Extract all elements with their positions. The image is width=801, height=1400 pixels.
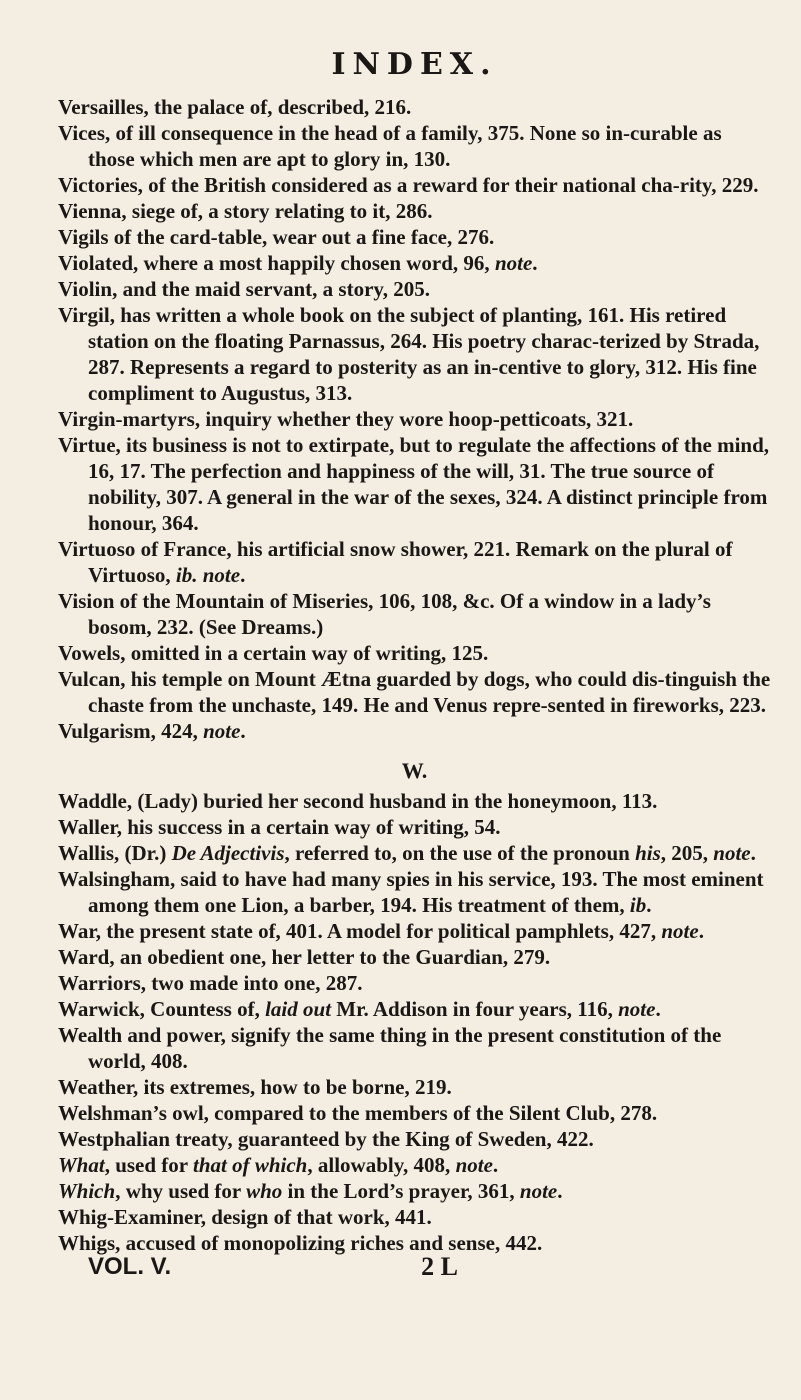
entry-text: Wealth and power, signify the same thing in the present constitution of the world, 408. [58, 1023, 722, 1073]
entry-text: Vigils of the card-table, wear out a fine face, 276. [58, 225, 495, 249]
entry-text: Vowels, omitted in a certain way of writing, 125. [58, 641, 489, 665]
entry-text: . [557, 1179, 563, 1203]
entry-text: . [646, 893, 652, 917]
entry-text: . [655, 997, 661, 1021]
italic-text: note [203, 719, 241, 743]
index-entry [58, 302, 771, 406]
index-entry [58, 718, 771, 744]
section-letter-w: W. [401, 758, 428, 783]
italic-text: note [494, 251, 533, 275]
entry-text: Waddle, (Lady) buried her second husband in the honeymoon, 113. [58, 789, 658, 813]
index-entry [58, 666, 771, 718]
italic-text: note [519, 1179, 558, 1203]
index-entry [58, 640, 771, 666]
index-entry [58, 788, 771, 814]
italic-text: note [713, 841, 751, 865]
index-entry [58, 1074, 771, 1100]
entry-text: , allowably, 408, [307, 1153, 456, 1177]
index-entry [58, 866, 771, 918]
entry-text: Vienna, siege of, a story relating to it, 286. [58, 199, 433, 223]
index-entry [58, 172, 771, 198]
entry-text: , why used for [115, 1179, 247, 1203]
italic-text: note [661, 919, 699, 943]
index-entry [58, 840, 771, 866]
entry-text: Waller, his success in a certain way of writing, 54. [58, 815, 501, 839]
index-entry [58, 198, 771, 224]
entry-text: Vulgarism, 424, [58, 719, 204, 743]
italic-text: his [635, 841, 661, 865]
entry-text: , referred to, on the use of the pronoun [284, 841, 636, 865]
index-entry [58, 588, 771, 640]
index-entry [58, 432, 771, 536]
italic-text: ib. note [175, 563, 241, 587]
index-entry [58, 536, 771, 588]
entry-text: Vulcan, his temple on Mount Ætna guarded by dogs, who could dis-tinguish the chaste from the unchaste, 149. He and Venus repre-sented in fireworks, 223. [58, 667, 771, 717]
entry-text: Ward, an obedient one, her letter to the Guardian, 279. [58, 945, 551, 969]
entry-text: War, the present state of, 401. A model for political pamphlets, 427, [58, 919, 662, 943]
entry-text: Vision of the Mountain of Miseries, 106, 108, &c. Of a window in a lady’s bosom, 232. (See Dreams.) [58, 589, 711, 639]
signature-mark: 2 L [421, 1252, 458, 1281]
volume-label: VOL. V. [88, 1253, 172, 1280]
index-entry [58, 1022, 771, 1074]
index-entry [58, 276, 771, 302]
entry-text: Virtuoso of France, his artificial snow shower, 221. Remark on the plural of Virtuoso, [58, 537, 733, 587]
index-entry [58, 1152, 771, 1178]
index-entry [58, 918, 771, 944]
entry-text: Wallis, (Dr.) [58, 841, 172, 865]
entry-text: Virtue, its business is not to extirpate, but to regulate the affections of the mind, 16, 17. The perfection and happiness of the will, 31. The true source of nobility, 307. A general in the war of the sexes, 324. A distinct principle from honour, 364. [58, 433, 770, 535]
index-entry [58, 94, 771, 120]
index-entry [58, 1126, 771, 1152]
index-entry [58, 1100, 771, 1126]
index-entry [58, 996, 771, 1022]
entry-text: Virgil, has written a whole book on the subject of planting, 161. His retired station on the floating Parnassus, 264. His poetry charac-terized by Strada, 287. Represents a regard to posterity as an in-centive to glory, 312. His fine compliment to Augustus, 313. [58, 303, 760, 405]
italic-text: ib [629, 893, 647, 917]
entry-text: Westphalian treaty, guaranteed by the King of Sweden, 422. [58, 1127, 594, 1151]
entry-text: Warwick, Countess of, [58, 997, 266, 1021]
index-entry [58, 1204, 771, 1230]
entry-text: . [532, 251, 538, 275]
entry-text: , used for [104, 1153, 193, 1177]
index-entry [58, 224, 771, 250]
entry-text: Walsingham, said to have had many spies in his service, 193. The most eminent among them one Lion, a barber, 194. His treatment of them, [58, 867, 764, 917]
index-entry [58, 944, 771, 970]
entry-text: . [240, 563, 246, 587]
index-entry [58, 120, 771, 172]
entry-text: Violated, where a most happily chosen word, 96, [58, 251, 495, 275]
entry-text: Victories, of the British considered as a reward for their national cha-rity, 229. [58, 173, 759, 197]
index-section-v [58, 94, 771, 744]
index-entry [58, 250, 771, 276]
entry-text: Vices, of ill consequence in the head of a family, 375. None so in-curable as those which men are apt to glory in, 130. [58, 121, 722, 171]
italic-text: that of which [192, 1153, 308, 1177]
entry-text: , 205, [660, 841, 714, 865]
italic-text: What [58, 1153, 105, 1177]
italic-text: note [455, 1153, 493, 1177]
index-section-w [58, 788, 771, 1256]
italic-text: De Adjectivis [171, 841, 285, 865]
entry-text: Welshman’s owl, compared to the members of the Silent Club, 278. [58, 1101, 658, 1125]
entry-text: Whig-Examiner, design of that work, 441. [58, 1205, 432, 1229]
italic-text: who [246, 1179, 283, 1203]
entry-text: in the Lord’s prayer, 361, [282, 1179, 520, 1203]
entry-text: Whigs, accused of monopolizing riches and sense, 442. [58, 1231, 543, 1255]
entry-text: Versailles, the palace of, described, 216. [58, 95, 412, 119]
page-title: INDEX. [331, 47, 498, 82]
entry-text: . [240, 719, 246, 743]
index-entry [58, 1178, 771, 1204]
italic-text: note [618, 997, 656, 1021]
entry-text: . [492, 1153, 499, 1177]
italic-text: laid out [265, 997, 332, 1021]
entry-text: Weather, its extremes, how to be borne, 219. [58, 1075, 452, 1099]
index-entry [58, 970, 771, 996]
entry-text: Virgin-martyrs, inquiry whether they wore hoop-petticoats, 321. [58, 407, 634, 431]
entry-text: Violin, and the maid servant, a story, 205. [58, 277, 430, 301]
entry-text: Mr. Addison in four years, 116, [331, 997, 619, 1021]
entry-text: . [750, 841, 756, 865]
index-entry [58, 406, 771, 432]
index-entry [58, 814, 771, 840]
page-footer [58, 1254, 771, 1280]
entry-text: . [698, 919, 704, 943]
entry-text: Warriors, two made into one, 287. [58, 971, 363, 995]
italic-text: Which [58, 1179, 116, 1203]
